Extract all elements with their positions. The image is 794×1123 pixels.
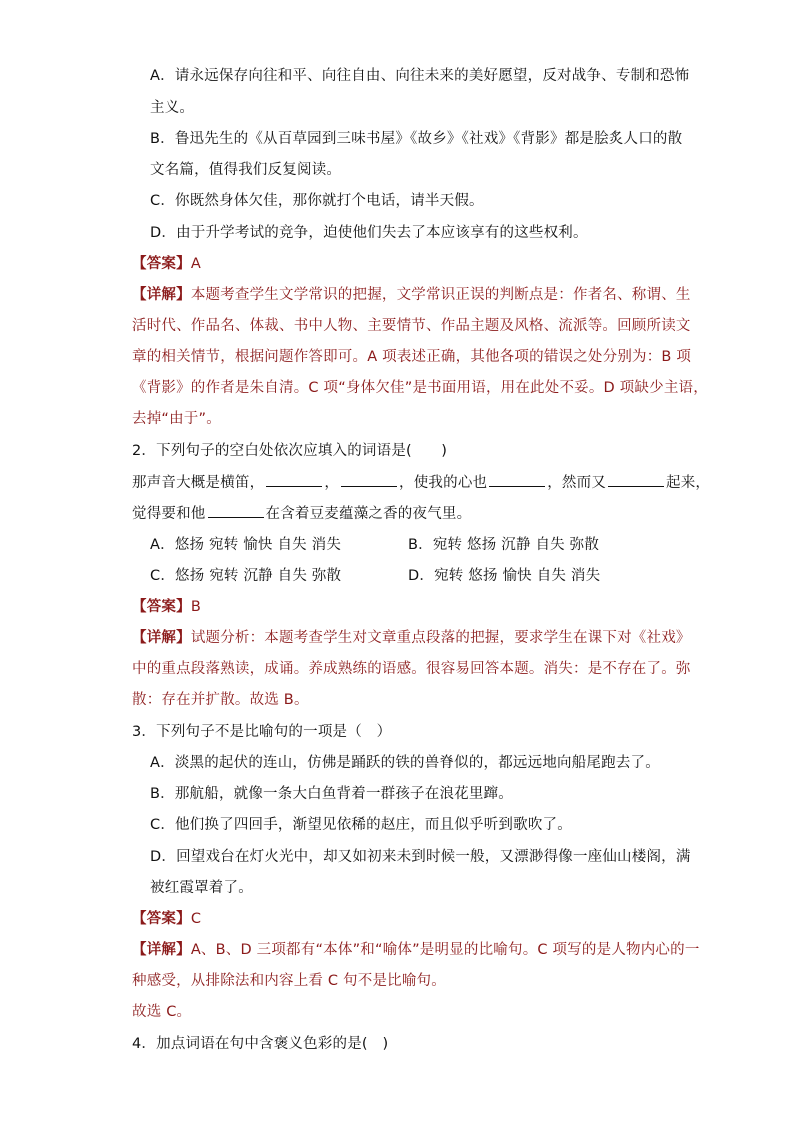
q2-sentence-text-1c: ，使我的心也 bbox=[399, 475, 488, 491]
q1-detail-text1: 本题考查学生文学常识的把握，文学常识正误的判断点是：作者名、称谓、生 bbox=[190, 287, 691, 303]
q4-stem: 4．加点词语在句中含褒义色彩的是( ) bbox=[132, 1036, 389, 1052]
q3-detail-label: 【详解】 bbox=[132, 942, 191, 958]
q3-detail-line3: 故选 C。 bbox=[132, 1004, 192, 1020]
q2-sentence-line1 bbox=[132, 472, 710, 493]
q2-option-c: C．悠扬 宛转 沉静 自失 弥散 bbox=[150, 568, 342, 584]
q2-sentence-text-2b: 在含着豆麦蕴藻之香的夜气里。 bbox=[265, 506, 472, 522]
q1-detail-line5: 去掉“由于”。 bbox=[132, 411, 221, 427]
q2-detail-line2: 中的重点段落熟读，成诵。养成熟练的语感。很容易回答本题。消失：是不存在了。弥 bbox=[132, 661, 691, 677]
q1-detail-label: 【详解】 bbox=[132, 287, 191, 303]
q3-option-a: A．淡黑的起伏的连山，仿佛是踊跃的铁的兽脊似的，都远远地向船尾跑去了。 bbox=[150, 755, 660, 771]
q2-answer bbox=[132, 597, 201, 617]
q2-detail-text1: 试题分析：本题考查学生对文章重点段落的把握，要求学生在课下对《社戏》 bbox=[190, 630, 691, 646]
q1-option-b-line2: 文名篇，值得我们反复阅读。 bbox=[150, 162, 342, 178]
q2-detail-line3: 散：存在并扩散。故选 B。 bbox=[132, 692, 309, 708]
q3-stem: 3．下列句子不是比喻句的一项是（ ） bbox=[132, 724, 392, 740]
q2-sentence-text-1a: 那声音大概是横笛， bbox=[132, 475, 265, 491]
q2-sentence-text-1b: ， bbox=[324, 475, 340, 491]
q1-detail-line3: 章的相关情节，根据问题作答即可。A 项表述正确，其他各项的错误之处分别为：B 项 bbox=[132, 349, 692, 365]
q2-blank-4 bbox=[608, 472, 664, 487]
q2-blank-1 bbox=[266, 472, 322, 487]
q3-option-c: C．他们换了四回手，渐望见依稀的赵庄，而且似乎听到歌吹了。 bbox=[150, 817, 572, 833]
q1-option-b-line1: B．鲁迅先生的《从百草园到三味书屋》《故乡》《社戏》《背影》都是脍炙人口的散 bbox=[150, 131, 683, 147]
q2-blank-3 bbox=[489, 472, 545, 487]
q1-answer-label: 【答案】 bbox=[132, 256, 191, 272]
q2-sentence-text-2a: 觉得要和他 bbox=[132, 506, 206, 522]
q3-answer bbox=[132, 909, 201, 929]
q2-blank-5 bbox=[208, 503, 264, 518]
q3-answer-label: 【答案】 bbox=[132, 911, 191, 927]
q3-option-b: B．那航船，就像一条大白鱼背着一群孩子在浪花里蹿。 bbox=[150, 786, 513, 802]
q3-detail-text1: A、B、D 三项都有“本体”和“喻体”是明显的比喻句。C 项写的是人物内心的一 bbox=[190, 942, 700, 958]
q1-option-a-line2: 主义。 bbox=[150, 100, 195, 116]
q1-option-c: C．你既然身体欠佳，那你就打个电话，请半天假。 bbox=[150, 193, 484, 209]
q2-answer-label: 【答案】 bbox=[132, 599, 191, 615]
q2-detail-line1 bbox=[132, 628, 691, 648]
q2-sentence-text-1e: 起来， bbox=[666, 475, 711, 491]
q2-sentence-line2 bbox=[132, 503, 471, 524]
q3-option-d-line2: 被红霞罩着了。 bbox=[150, 880, 253, 896]
q2-sentence-text-1d: ，然而又 bbox=[547, 475, 607, 491]
q1-detail-line1 bbox=[132, 285, 691, 305]
q1-answer-value: A bbox=[190, 256, 201, 272]
q3-option-d-line1: D．回望戏台在灯火光中，却又如初来未到时候一般，又漂渺得像一座仙山楼阁，满 bbox=[150, 849, 691, 865]
q3-answer-value: C bbox=[190, 911, 202, 927]
q3-detail-line1 bbox=[132, 940, 700, 960]
q1-option-d: D．由于升学考试的竞争，迫使他们失去了本应该享有的这些权利。 bbox=[150, 225, 588, 241]
q2-stem: 2．下列句子的空白处依次应填入的词语是( ) bbox=[132, 443, 448, 459]
q2-option-a: A．悠扬 宛转 愉快 自失 消失 bbox=[150, 537, 342, 553]
q2-blank-2 bbox=[341, 472, 397, 487]
q1-detail-line2: 活时代、作品名、体裁、书中人物、主要情节、作品主题及风格、流派等。回顾所读文 bbox=[132, 318, 691, 334]
q2-option-d: D．宛转 悠扬 愉快 自失 消失 bbox=[408, 568, 601, 584]
q3-detail-line2: 种感受，从排除法和内容上看 C 句不是比喻句。 bbox=[132, 973, 446, 989]
q2-option-b: B．宛转 悠扬 沉静 自失 弥散 bbox=[408, 537, 600, 553]
q1-option-a-line1: A．请永远保存向往和平、向往自由、向往未来的美好愿望，反对战争、专制和恐怖 bbox=[150, 68, 690, 84]
q2-answer-value: B bbox=[190, 599, 201, 615]
q2-detail-label: 【详解】 bbox=[132, 630, 191, 646]
q1-answer bbox=[132, 254, 201, 274]
q1-detail-line4: 《背影》的作者是朱自清。C 项“身体欠佳”是书面用语，用在此处不妥。D 项缺少主语， bbox=[132, 380, 708, 396]
